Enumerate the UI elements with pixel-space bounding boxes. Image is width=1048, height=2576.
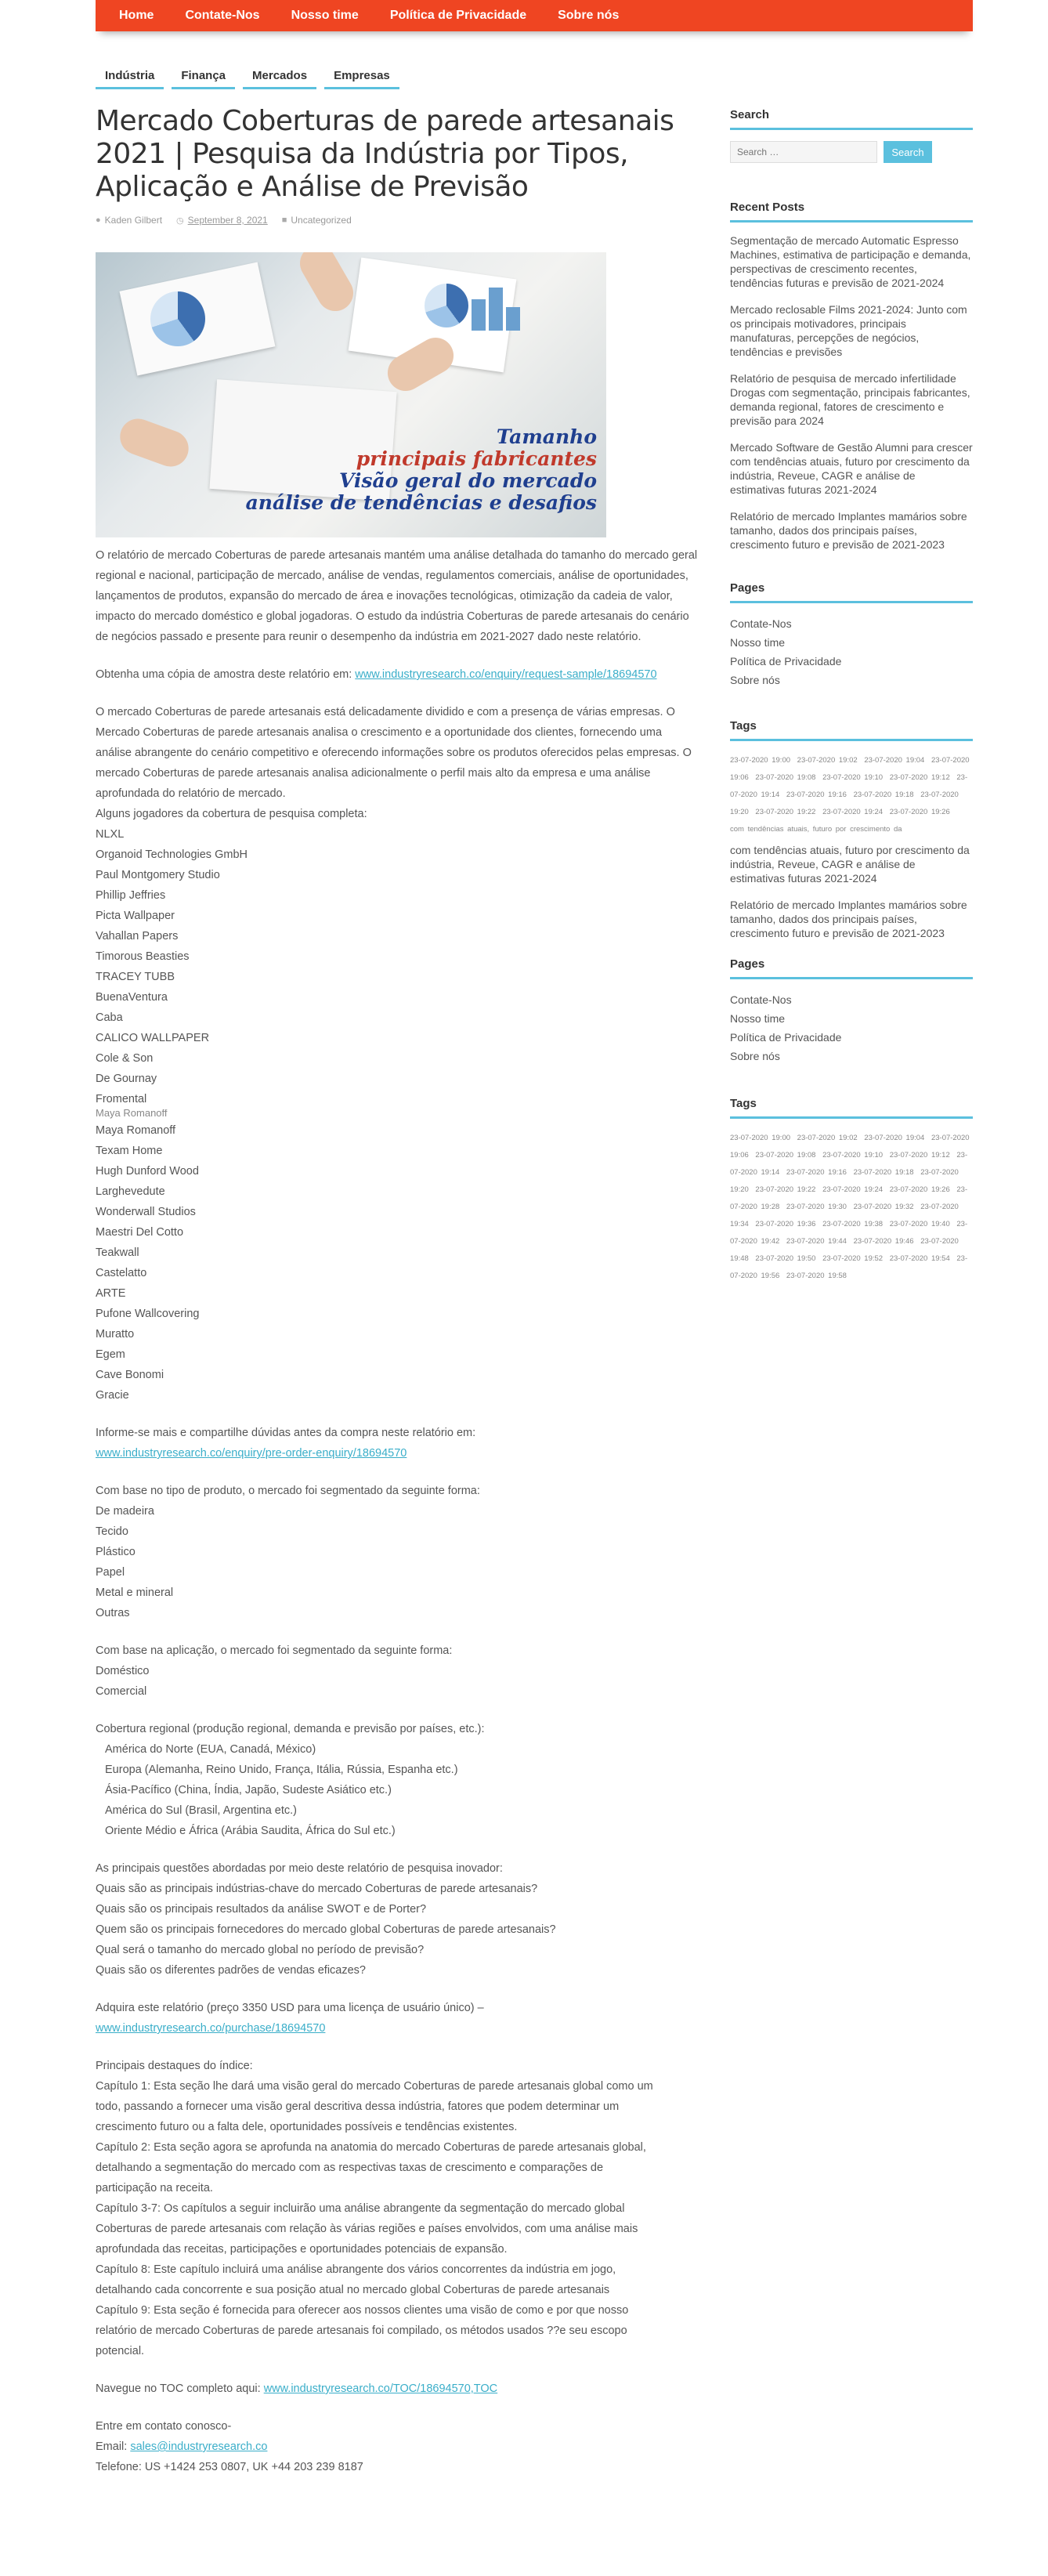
search-input[interactable] [730, 141, 877, 163]
toc-line: crescimento futuro ou a falta dele, oportunidades possíveis e tendências existentes. [96, 2121, 518, 2133]
player-item: Caba [96, 1011, 123, 1024]
player-item: Gracie [96, 1389, 129, 1402]
recent-post-link[interactable]: Relatório de mercado Implantes mamários sobre tamanho, dados dos principais países, crescimento futuro e previsão de 2021-2023 [730, 899, 967, 939]
tag-link[interactable]: 23-07-2020 19:22 [755, 808, 816, 816]
toc-line: todo, passando a fornecer uma visão geral descritiva dessa indústria, fatores que podem determinar um [96, 2100, 620, 2113]
tag-link[interactable]: 23-07-2020 19:18 [853, 791, 914, 799]
toc-line: detalhando cada concorrente e sua posição atual no mercado global Coberturas de parede artesanais [96, 2284, 610, 2296]
hero-caption-line: análise de tendências e desafios [245, 491, 597, 514]
regional-coverage [96, 1719, 699, 1841]
toc-line: potencial. [96, 2345, 145, 2357]
recent-posts-widget [730, 201, 973, 564]
tag-link[interactable]: 23-07-2020 19:56 [730, 1254, 968, 1280]
region-heading: Cobertura regional (produção regional, demanda e previsão por países, etc.): [96, 1723, 485, 1735]
tag-link[interactable]: 23-07-2020 19:10 [822, 1151, 884, 1160]
hero-caption [246, 426, 597, 514]
contact-heading: Entre em contato conosco- [96, 2420, 232, 2433]
hero-caption-line: principais fabricantes [356, 447, 597, 470]
search-widget [730, 108, 973, 163]
toc-nav-text: Navegue no TOC completo aqui: [96, 2382, 264, 2395]
sample-paragraph [96, 664, 699, 685]
product-item: Metal e mineral [96, 1586, 174, 1599]
nav-nosso-time[interactable]: Nosso time [291, 9, 359, 22]
folder-icon: ■ [281, 215, 287, 225]
recent-posts-title: Recent Posts [730, 201, 973, 223]
page-link-politica[interactable]: Política de Privacidade [730, 1031, 842, 1044]
player-item: Teakwall [96, 1246, 139, 1259]
application-item: Doméstico [96, 1665, 150, 1677]
player-item: Picta Wallpaper [96, 910, 175, 922]
product-item: Plástico [96, 1546, 136, 1558]
tag-link[interactable]: 23-07-2020 19:40 [889, 1220, 950, 1228]
player-item: ARTE [96, 1287, 126, 1300]
application-segments [96, 1641, 699, 1702]
player-item: Phillip Jeffries [96, 889, 166, 902]
article-date[interactable]: September 8, 2021 [187, 215, 268, 226]
recent-post-link[interactable]: com tendências atuais, futuro por crescimento da indústria, Reveue, CAGR e análise de estimativas futuras 2021-2024 [730, 844, 970, 885]
tag-link[interactable]: 23-07-2020 19:08 [755, 1151, 816, 1160]
tag-link[interactable]: 23-07-2020 19:52 [822, 1254, 884, 1263]
article [96, 105, 699, 2477]
application-item: Comercial [96, 1685, 147, 1698]
tag-link[interactable]: 23-07-2020 19:50 [755, 1254, 816, 1263]
player-item: Wonderwall Studios [96, 1206, 196, 1218]
tag-link[interactable]: 23-07-2020 19:36 [755, 1220, 816, 1228]
tag-link[interactable]: 23-07-2020 19:16 [786, 1168, 847, 1177]
toc-line: detalhando a segmentação do mercado com as respectivas taxas de crescimento e comparações de [96, 2162, 604, 2174]
tag-cloud [730, 1130, 973, 1285]
tags-title: Tags [730, 1097, 973, 1119]
player-item: De Gournay [96, 1073, 157, 1085]
toc-line: Capítulo 1: Esta seção lhe dará uma visão geral do mercado Coberturas de parede artesanais global como um [96, 2080, 653, 2093]
user-icon: ● [96, 215, 101, 225]
article-title: Mercado Coberturas de parede artesanais 2021 | Pesquisa da Indústria por Tipos, Aplicação e Análise de Previsão [96, 105, 674, 203]
toc-line: participação na receita. [96, 2182, 213, 2194]
tag-link[interactable]: 23-07-2020 19:30 [786, 1203, 847, 1211]
player-item: Larghevedute [96, 1185, 165, 1198]
pages-widget [730, 581, 973, 689]
player-item: Fromental [96, 1093, 147, 1105]
page-link-politica[interactable]: Política de Privacidade [730, 655, 842, 668]
purchase-paragraph [96, 1998, 699, 2039]
player-item: Maya Romanoff [96, 1124, 176, 1137]
tag-link[interactable]: 23-07-2020 19:38 [822, 1220, 884, 1228]
clock-icon: ◷ [176, 215, 184, 226]
preorder-link[interactable]: www.industryresearch.co/enquiry/pre-order-enquiry/18694570 [96, 1447, 407, 1460]
toc-line: Capítulo 8: Este capítulo incluirá uma análise abrangente dos vários concorrentes da indústria em jogo, [96, 2263, 616, 2276]
recent-post-link[interactable]: Relatório de pesquisa de mercado infertilidade Drogas com segmentação, principais fabricantes, demanda regional, fatores de crescimento e previsão para 2024 [730, 372, 970, 427]
product-item: Outras [96, 1607, 130, 1619]
page-link-nosso-time[interactable]: Nosso time [730, 1012, 786, 1025]
pages-title: Pages [730, 957, 973, 979]
tag-link[interactable]: 23-07-2020 19:04 [864, 756, 925, 765]
product-item: De madeira [96, 1505, 154, 1518]
tag-link[interactable]: 23-07-2020 19:16 [786, 791, 847, 799]
tag-link[interactable]: 23-07-2020 19:28 [730, 1185, 968, 1211]
category-empresas[interactable]: Empresas [324, 66, 399, 89]
question-line: Quais são os diferentes padrões de vendas eficazes? [96, 1964, 366, 1977]
preorder-text: Informe-se mais e compartilhe dúvidas antes da compra neste relatório em: [96, 1427, 476, 1439]
question-line: Qual será o tamanho do mercado global no período de previsão? [96, 1944, 425, 1956]
player-item: Cole & Son [96, 1052, 154, 1065]
player-item: Egem [96, 1348, 125, 1361]
player-item: Castelatto [96, 1267, 147, 1279]
tag-link[interactable]: 23-07-2020 19:02 [797, 1134, 858, 1142]
player-item: Texam Home [96, 1145, 163, 1157]
pages-title: Pages [730, 581, 973, 603]
category-mercados[interactable]: Mercados [243, 66, 316, 89]
toc-line: Capítulo 2: Esta seção agora se aprofunda na anatomia do mercado Coberturas de parede artesanais global, [96, 2141, 646, 2154]
search-button[interactable]: Search [884, 141, 932, 163]
player-item: Maestri Del Cotto [96, 1226, 184, 1239]
tag-link[interactable]: 23-07-2020 19:20 [730, 791, 959, 816]
player-item: Pufone Wallcovering [96, 1308, 200, 1320]
player-item: Paul Montgomery Studio [96, 869, 220, 881]
tags-title: Tags [730, 719, 973, 741]
question-line: As principais questões abordadas por meio deste relatório de pesquisa inovador: [96, 1862, 503, 1875]
region-item: Oriente Médio e África (Arábia Saudita, África do Sul etc.) [105, 1825, 396, 1837]
purchase-text: Adquira este relatório (preço 3350 USD para uma licença de usuário único) – [96, 2002, 484, 2014]
toc-line: Capítulo 9: Esta seção é fornecida para oferecer aos nossos clientes uma visão de como e por que nosso [96, 2304, 629, 2317]
tag-link[interactable]: 23-07-2020 19:48 [730, 1237, 959, 1263]
search-widget-title: Search [730, 108, 973, 130]
region-item: América do Norte (EUA, Canadá, México) [105, 1743, 316, 1756]
tag-link[interactable]: 23-07-2020 19:24 [822, 808, 884, 816]
player-item: Cave Bonomi [96, 1369, 164, 1381]
page-link-contate-nos[interactable]: Contate-Nos [730, 993, 792, 1006]
pages-widget-2 [730, 957, 973, 1065]
tag-link[interactable]: 23-07-2020 19:12 [889, 1151, 950, 1160]
page-link-sobre-nos[interactable]: Sobre nós [730, 1050, 780, 1062]
page-link-sobre-nos[interactable]: Sobre nós [730, 674, 780, 686]
tag-link[interactable]: 23-07-2020 19:00 [730, 1134, 791, 1142]
tag-link[interactable]: 23-07-2020 19:22 [755, 1185, 816, 1194]
article-category[interactable]: Uncategorized [291, 215, 352, 226]
category-financa[interactable]: Finança [172, 66, 235, 89]
top-navigation [96, 0, 973, 31]
tag-link[interactable]: 23-07-2020 19:46 [853, 1237, 914, 1246]
tag-link[interactable]: 23-07-2020 19:24 [822, 1185, 884, 1194]
tag-link[interactable]: 23-07-2020 19:14 [730, 1151, 968, 1177]
toc-line: Capítulo 3-7: Os capítulos a seguir incluirão uma análise abrangente da segmentação do mercado global [96, 2202, 625, 2215]
nav-sobre-nos[interactable]: Sobre nós [558, 9, 620, 22]
tag-link[interactable]: 23-07-2020 19:54 [889, 1254, 950, 1263]
tag-link[interactable]: 23-07-2020 19:02 [797, 756, 858, 765]
product-segments [96, 1481, 699, 1623]
product-item: Tecido [96, 1525, 128, 1538]
tag-link[interactable]: 23-07-2020 19:44 [786, 1237, 847, 1246]
toc-nav-paragraph [96, 2379, 699, 2399]
toc-line: relatório de mercado Coberturas de parede artesanais foi compilado, os métodos usados ??e seu escopo [96, 2325, 627, 2337]
tag-link[interactable]: 23-07-2020 19:10 [822, 773, 884, 782]
toc-highlights [96, 2056, 699, 2361]
application-heading: Com base na aplicação, o mercado foi segmentado da seguinte forma: [96, 1644, 453, 1657]
question-line: Quem são os principais fornecedores do mercado global Coberturas de parede artesanais? [96, 1923, 556, 1936]
region-item: Ásia-Pacífico (China, Índia, Japão, Sudeste Asiático etc.) [105, 1784, 392, 1796]
tag-link[interactable]: 23-07-2020 19:06 [730, 1134, 970, 1160]
tag-link[interactable]: 23-07-2020 19:58 [786, 1272, 847, 1280]
page-link-contate-nos[interactable]: Contate-Nos [730, 617, 792, 630]
recent-post-link[interactable]: Segmentação de mercado Automatic Espresso Machines, estimativa de participação e demanda, perspectivas de crescimento recentes, tendências futuras e previsão de 2021-2024 [730, 234, 971, 289]
preorder-paragraph [96, 1423, 699, 1463]
tag-link[interactable]: 23-07-2020 19:32 [853, 1203, 914, 1211]
article-meta [96, 215, 699, 226]
overlapping-text: com tendências atuais, futuro por crescimento da [730, 825, 902, 834]
recent-post-link[interactable]: Mercado reclosable Films 2021-2024: Junto com os principais motivadores, principais manufaturas, percepções de negócios, tendências e previsões [730, 303, 967, 358]
email-label: Email: [96, 2440, 131, 2453]
category-industria[interactable]: Indústria [96, 66, 164, 89]
region-item: Europa (Alemanha, Reino Unido, França, Itália, Rússia, Espanha etc.) [105, 1764, 458, 1776]
player-item: Hugh Dunford Wood [96, 1165, 199, 1178]
article-author[interactable]: Kaden Gilbert [104, 215, 163, 226]
tag-link[interactable]: 23-07-2020 19:18 [853, 1168, 914, 1177]
region-item: América do Sul (Brasil, Argentina etc.) [105, 1804, 297, 1817]
player-item: Organoid Technologies GmbH [96, 848, 248, 861]
sample-link[interactable]: www.industryresearch.co/enquiry/request-sample/18694570 [355, 668, 657, 681]
product-heading: Com base no tipo de produto, o mercado foi segmentado da seguinte forma: [96, 1485, 480, 1497]
contact-block [96, 2416, 699, 2477]
player-item: Timorous Beasties [96, 950, 190, 963]
tag-cloud [730, 752, 973, 821]
question-line: Quais são os principais resultados da análise SWOT e de Porter? [96, 1903, 427, 1916]
tag-link[interactable]: 23-07-2020 19:04 [864, 1134, 925, 1142]
tag-link[interactable]: 23-07-2020 19:42 [730, 1220, 968, 1246]
segment-paragraph: O mercado Coberturas de parede artesanais está delicadamente dividido e com a presença de várias empresas. O Mercado Coberturas de parede artesanais analisa o crescimento e a oportunidade dos clientes, fornecendo uma análise abrangente do cenário competitivo e oferecendo informações sobre os produtos oferecidos pelas empresas. O mercado Coberturas de parede artesanais analisa adicionalmente o perfil mais alto da empresa e uma análise aprofundada do relatório de mercado. [96, 706, 692, 800]
toc-line: aprofundada das receitas, participações e oportunidades potenciais de expansão. [96, 2243, 508, 2256]
player-item: Muratto [96, 1328, 135, 1340]
tags-widget-2 [730, 1097, 973, 1285]
tag-link[interactable]: 23-07-2020 19:08 [755, 773, 816, 782]
toc-link[interactable]: www.industryresearch.co/TOC/18694570,TOC [263, 2382, 498, 2395]
intro-paragraph: O relatório de mercado Coberturas de parede artesanais mantém uma análise detalhada do tamanho do mercado geral regional e nacional, participação de mercado, análise de vendas, regulamentos comerciais, análise de oportunidades, lançamentos de produtos, expansão do mercado de área e inovações tecnológicas, otimização da cadeia de valor, impacto do mercado doméstico e global jogadoras. O estudo da indústria Coberturas de parede artesanais do cenário de negócios passado e presente para reunir o desempenho da indústria em 2021-2027 dado neste relatório. [96, 549, 698, 643]
player-item: Vahallan Papers [96, 930, 179, 942]
email-line [96, 2437, 699, 2457]
key-questions [96, 1858, 699, 1981]
article-body [96, 545, 699, 2477]
purchase-link[interactable]: www.industryresearch.co/purchase/18694570 [96, 2022, 326, 2035]
overlapping-text: Maya Romanoff [96, 1109, 168, 1119]
player-item: CALICO WALLPAPER [96, 1032, 210, 1044]
nav-politica-privacidade[interactable]: Política de Privacidade [389, 9, 527, 22]
player-item: TRACEY TUBB [96, 971, 175, 983]
nav-home[interactable]: Home [119, 9, 154, 22]
players-list [96, 824, 699, 1406]
email-link[interactable]: sales@industryresearch.co [130, 2440, 268, 2453]
tag-link[interactable]: 23-07-2020 19:14 [730, 773, 968, 799]
hero-caption-line: Visão geral do mercado [338, 469, 597, 492]
hero-caption-line: Tamanho [496, 425, 597, 448]
tag-link[interactable]: 23-07-2020 19:06 [730, 756, 970, 782]
product-item: Papel [96, 1566, 125, 1579]
player-item: NLXL [96, 828, 125, 841]
phone-line: Telefone: US +1424 253 0807, UK +44 203 239 8187 [96, 2461, 363, 2473]
tag-link[interactable]: 23-07-2020 19:34 [730, 1203, 959, 1228]
tag-link[interactable]: 23-07-2020 19:26 [889, 808, 950, 816]
toc-line: Coberturas de parede artesanais com relação às várias regiões e países envolvidos, com uma análise mais [96, 2223, 638, 2235]
nav-contate-nos[interactable]: Contate-Nos [185, 9, 260, 22]
player-item: BuenaVentura [96, 991, 168, 1004]
recent-post-link[interactable]: Mercado Software de Gestão Alumni para crescer com tendências atuais, futuro por crescimento da indústria, Reveue, CAGR e análise de estimativas futuras 2021-2024 [730, 441, 973, 496]
hero-image [96, 252, 606, 537]
category-tabs [96, 66, 399, 89]
question-line: Quais são as principais indústrias-chave do mercado Coberturas de parede artesanais? [96, 1883, 538, 1895]
tag-link[interactable]: 23-07-2020 19:26 [889, 1185, 950, 1194]
tag-link[interactable]: 23-07-2020 19:20 [730, 1168, 959, 1194]
recent-post-link[interactable]: Relatório de mercado Implantes mamários sobre tamanho, dados dos principais países, crescimento futuro e previsão de 2021-2023 [730, 510, 967, 551]
toc-line: Principais destaques do índice: [96, 2060, 253, 2072]
overlapping-recent-posts [730, 843, 973, 940]
page-link-nosso-time[interactable]: Nosso time [730, 636, 786, 649]
players-heading: Alguns jogadores da cobertura de pesquisa completa: [96, 808, 367, 820]
sample-text: Obtenha uma cópia de amostra deste relatório em: [96, 668, 356, 681]
tag-link[interactable]: 23-07-2020 19:00 [730, 756, 791, 765]
tag-link[interactable]: 23-07-2020 19:12 [889, 773, 950, 782]
tags-widget [730, 719, 973, 953]
